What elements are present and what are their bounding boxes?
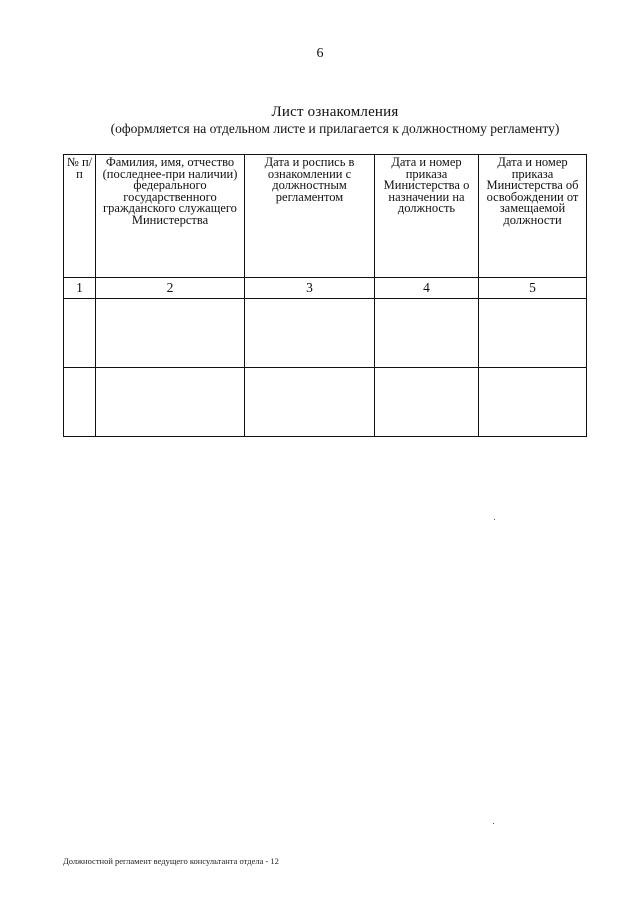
table-cell [479,299,587,368]
table-cell [479,368,587,437]
footer-note: Должностной регламент ведущего консультанта отдела - 12 [63,856,279,866]
table-row [64,368,587,437]
header-label: Дата и роспись в ознакомлении с должностным регламентом [264,155,355,204]
table-cell [96,368,245,437]
scan-speck [493,823,494,824]
header-label: Дата и номер приказа Министерства о назначении на должность [383,155,470,215]
header-cell-appointment-order [375,155,479,278]
document-subtitle: (оформляется на отдельном листе и прилагается к должностному регламенту) [110,121,560,136]
scan-speck [494,519,495,520]
header-cell-full-name [96,155,245,278]
column-number: 1 [64,278,96,299]
header-cell-number [64,155,96,278]
column-number: 2 [96,278,245,299]
column-number: 5 [479,278,587,299]
table-cell [64,368,96,437]
acquaintance-table [63,154,587,437]
table-cell [375,368,479,437]
column-number: 4 [375,278,479,299]
table-cell [96,299,245,368]
header-label: Фамилия, имя, отчество (последнее-при наличии) федерального государственного гражданского служащего Министерства [102,155,238,227]
document-title: Лист ознакомления [271,104,399,120]
table-cell [245,368,375,437]
table-header-row [64,155,587,278]
table-cell [64,299,96,368]
table-cell [375,299,479,368]
column-number: 3 [245,278,375,299]
column-number-row [64,278,587,299]
table-row [64,299,587,368]
table-cell [245,299,375,368]
header-label: № п/п [66,155,93,181]
header-cell-dismissal-order [479,155,587,278]
header-cell-signature-date [245,155,375,278]
header-label: Дата и номер приказа Министерства об освобождении от замещаемой должности [486,155,579,227]
page-number: 6 [316,46,324,61]
